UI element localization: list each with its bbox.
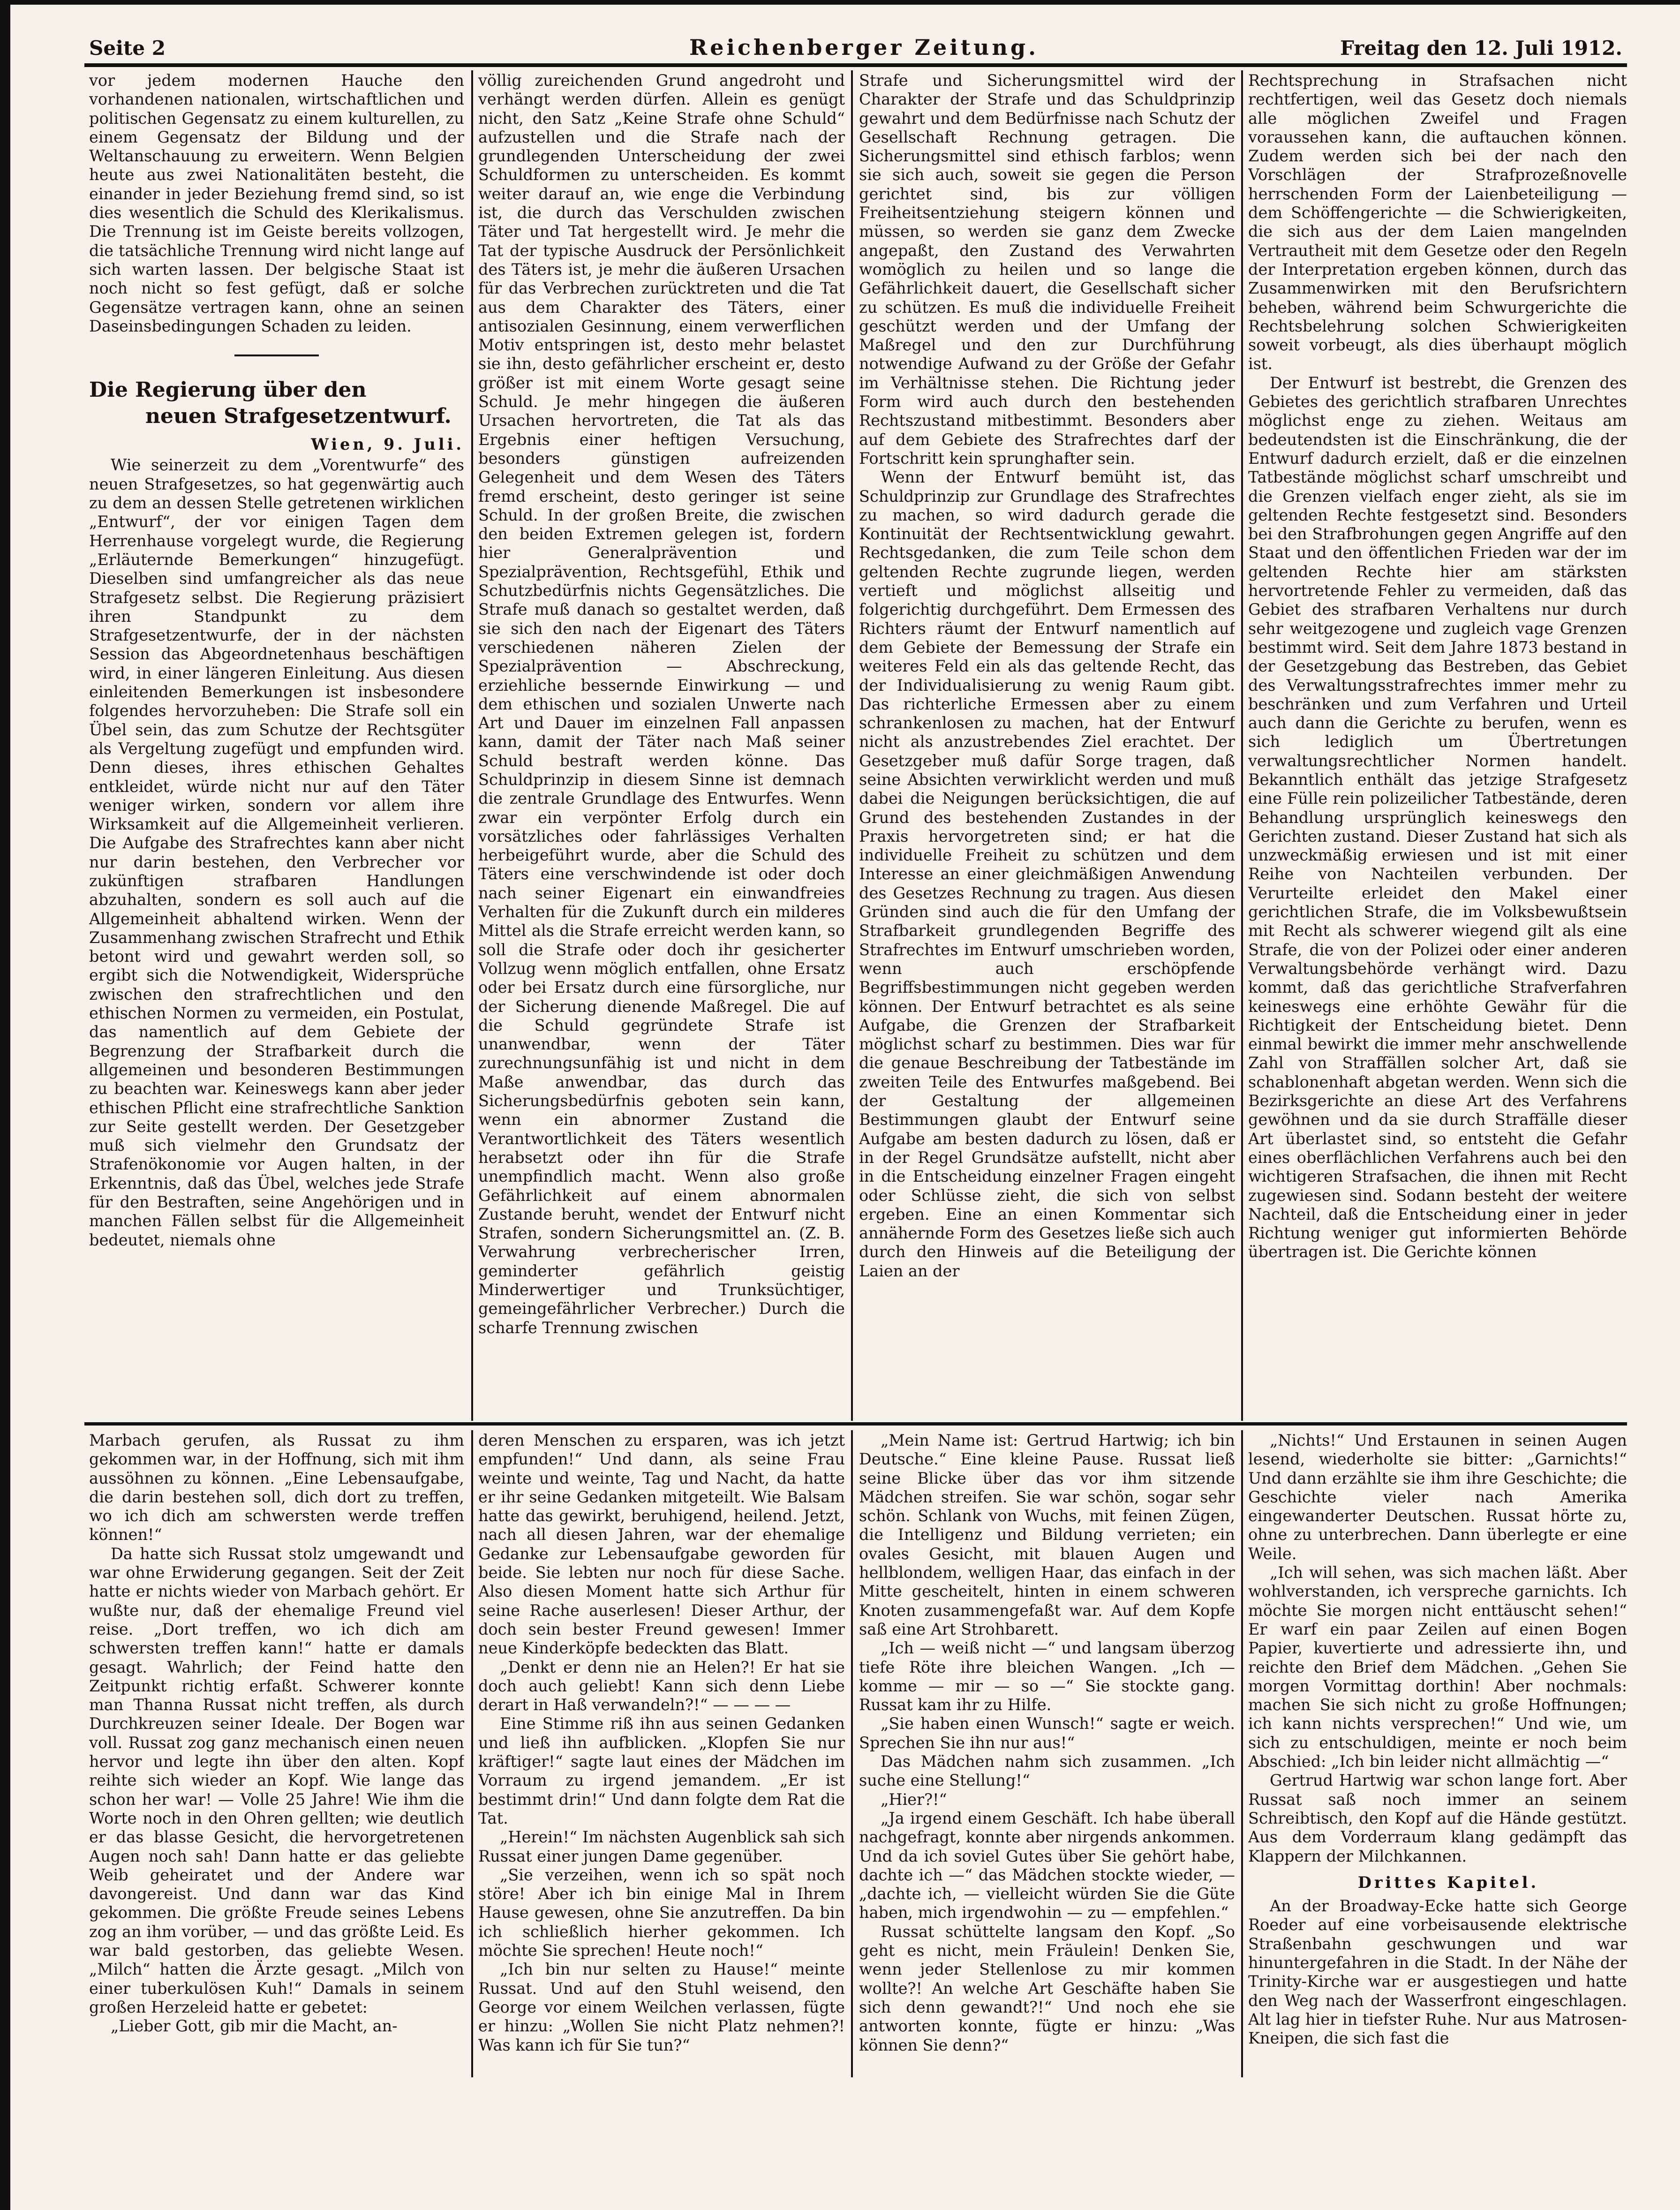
article-divider [234, 355, 319, 356]
column-rule [471, 1430, 473, 2077]
article-paragraph: Rechtsprechung in Strafsachen nicht rechtfertigen, weil das Gesetz doch niemals alle möglichen Zweifel und Fragen voraussehen kann, die auftauchen können. Zudem werden sich bei der nach den Vorschlägen der Strafprozeßnovelle herrschenden Form der Laienbeteiligung — dem Schöffengerichte — die Schwierigkeiten, die sich aus der dem Laien mangelnden Vertrautheit mit dem Gesetze oder den Regeln der Interpretation ergeben können, durch das Zusammenwirken mit den Berufsrichtern beheben, während beim Schwurgerichte die Rechtsbelehrung solchen Schwierigkeiten soweit vorbeugt, als dies überhaupt möglich ist. [1248, 71, 1627, 373]
serial-column-3 [859, 1431, 1235, 2077]
page-number: Seite 2 [89, 37, 166, 60]
column-rule [471, 70, 473, 1421]
serial-paragraph: Gertrud Hartwig war schon lange fort. Aber Russat saß noch immer an seinem Schreibtisch, den Kopf auf die Hände gestützt. Aus dem Vorderraum klang gedämpft das Klappern der Milchkannen. [1248, 1771, 1627, 1865]
serial-paragraph: „Sie verzeihen, wenn ich so spät noch störe! Aber ich bin einige Mal in Ihrem Hause gewesen, ohne Sie anzutreffen. Da bin ich schließlich hierher gekommen. Ich möchte Sie sprechen! Heute noch!“ [478, 1865, 845, 1960]
article-continuation: vor jedem modernen Hauche den vorhandenen nationalen, wirtschaftlichen und politischen Gegensatz zu einem kulturellen, zu einem Gegensatz der Bildung und der Weltanschauung zu erweitern. Wenn Belgien heute aus zwei Nationalitäten besteht, die einander in jeder Beziehung fremd sind, so ist dies wesentlich die Schuld des Klerikalismus. Die Trennung ist im Geiste bereits vollzogen, die tatsächliche Trennung wird nicht lange auf sich warten lassen. Der belgische Staat ist noch nicht so fest gefügt, daß er solche Gegensätze vertragen kann, ohne an seinen Daseinsbedingungen Schaden zu leiden. [89, 71, 464, 335]
article-headline: Die Regierung über den [89, 378, 367, 402]
chapter-heading: Drittes Kapitel. [1357, 1873, 1539, 1892]
article-paragraph: Der Entwurf ist bestrebt, die Grenzen des Gebietes des gerichtlich strafbaren Unrechtes möglichst enge zu ziehen. Weitaus am bedeutendsten ist die Einschränkung, die der Entwurf dadurch erzielt, daß er die einzelnen Tatbestände möglichst scharf umschreibt und die Grenzen vielfach enger zieht, als sie im geltenden Rechte festgesetzt sind. Besonders bei den Strafbrohungen gegen Angriffe auf den Staat und den öffentlichen Frieden war der im geltenden Rechte hier am stärksten hervortretende Fehler zu vermeiden, daß das Gebiet des strafbaren Verhaltens nur durch sehr weitgezogene und zugleich vage Grenzen bestimmt wird. Seit dem Jahre 1873 bestand in der Gesetzgebung das Bestreben, das Gebiet des Verwaltungsstrafrechtes immer mehr zu beschränken und zum Verfahren und Urteil auch dann die Gerichte zu berufen, wenn es sich lediglich um Übertretungen verwaltungsrechtlicher Normen handelt. Bekanntlich enthält das jetzige Strafgesetz eine Fülle rein polizeilicher Tatbestände, deren Behandlung ursprünglich keineswegs den Gerichten zustand. Dieser Zustand hat sich als unzweckmäßig erwiesen und ist mit einer Reihe von Nachteilen verbunden. Der Verurteilte erleidet den Makel einer gerichtlichen Strafe, die im Volksbewußtsein mit Recht als schwerer wiegend gilt als eine Strafe, die von der Polizei oder einer anderen Verwaltungsbehörde verhängt wird. Dazu kommt, daß das gerichtliche Strafverfahren keineswegs eine erhöhte Gewähr für die Richtigkeit der Entscheidung bietet. Denn einmal bewirkt die immer mehr anschwellende Zahl von Straffällen solcher Art, daß sie schablonenhaft abgetan werden. Wenn sich die Bezirksgerichte an diese Art des Verfahrens gewöhnen und da sie durch Straffälle dieser Art überlastet sind, so entsteht die Gefahr eines oberflächlichen Verfahrens auch bei den wichtigeren Strafsachen, die ihnen mit Recht zugewiesen sind. Sodann besteht der weitere Nachteil, daß die Entscheidung einer in jeder Richtung weniger gut informierten Behörde übertragen ist. Die Gerichte können [1248, 373, 1627, 1261]
serial-paragraph: „Ich will sehen, was sich machen läßt. Aber wohlverstanden, ich verspreche garnichts. Ich möchte Sie morgen nicht enttäuscht sehen!“ Er warf ein paar Zeilen auf einen Bogen Papier, kuvertierte und adressierte ihn, und reichte den Brief dem Mädchen. „Gehen Sie morgen Vormittag dorthin! Aber nochmals: machen Sie sich nicht zu große Hoffnungen; ich kann nichts versprechen!“ Und wie, um sich zu entschuldigen, meinte er noch beim Abschied: „Ich bin leider nicht allmächtig —“ [1248, 1563, 1627, 1771]
article-paragraph: völlig zureichenden Grund angedroht und verhängt werden dürfen. Allein es genügt nicht, den Satz „Keine Strafe ohne Schuld“ aufzustellen und die Strafe nach der grundlegenden Unterscheidung der zwei Schuldformen zu unterscheiden. Es kommt weiter darauf an, wie enge die Verbindung ist, die durch das Verschulden zwischen Täter und Tat hergestellt wird. Je mehr die Tat der typische Ausdruck der Persönlichkeit des Täters ist, je mehr die äußeren Ursachen für das Verbrechen zurücktreten und die Tat aus dem Charakter des Täters, einer antisozialen Gesinnung, einem verwerflichen Motiv entspringen ist, desto mehr belastet sie ihn, desto gefährlicher erscheint er, desto größer ist mit einem Worte gesagt seine Schuld. Je mehr hingegen die äußeren Ursachen hervortreten, die Tat als das Ergebnis einer heftigen Versuchung, besonders günstigen aufreizenden Gelegenheit und dem Wesen des Täters fremd erscheint, desto geringer ist seine Schuld. In der großen Breite, die zwischen den beiden Extremen gelegen ist, fordern hier Generalprävention und Spezialprävention, Rechtsgefühl, Ethik und Schutzbedürfnis nichts Gegensätzliches. Die Strafe muß danach so gestaltet werden, daß sie sich den nach der Eigenart des Täters verschiedenen näheren Zielen der Spezialprävention — Abschreckung, erziehliche bessernde Einwirkung — und dem ethischen und sozialen Unwerte nach Art und Dauer im einzelnen Fall anpassen kann, damit der Täter nach Maß seiner Schuld bestraft werden könne. Das Schuldprinzip in diesem Sinne ist demnach die zentrale Grundlage des Entwurfes. Wenn zwar ein verpönter Erfolg durch ein vorsätzliches oder fahrlässiges Verhalten herbeigeführt wurde, aber die Schuld des Täters eine verschwindende ist oder doch nach seiner Eigenart ein einwandfreies Verhalten für die Zukunft durch ein milderes Mittel als die Strafe erreicht werden kann, so soll die Strafe oder doch ihr gesicherter Vollzug wenn möglich entfallen, ohne Ersatz oder bei Ersatz durch eine fürsorgliche, nur der Sicherung dienende Maßregel. Die auf die Schuld gegründete Strafe ist unanwendbar, wenn der Täter zurechnungsunfähig ist und nicht in dem Maße anwendbar, das durch das Sicherungsbedürfnis geboten sein kann, wenn ein abnormer Zustand die Verantwortlichkeit des Täters wesentlich herabsetzt oder ihn für die Strafe unempfindlich macht. Wenn also große Gefährlichkeit auf einem abnormalen Zustande beruht, wendet der Entwurf nicht Strafen, sondern Sicherungsmittel an. (Z. B. Verwahrung verbrecherischer Irren, geminderter gefährlich geistig Minderwertiger und Trunksüchtiger, gemeingefährlicher Verbrecher.) Durch die scharfe Trennung zwischen [478, 71, 845, 1337]
serial-paragraph: „Sie haben einen Wunsch!“ sagte er weich. Sprechen Sie ihn nur aus!“ [859, 1714, 1235, 1752]
serial-paragraph: „Ich bin nur selten zu Hause!“ meinte Russat. Und auf den Stuhl weisend, den George vor einem Weilchen verlassen, fügte er hinzu: „Wollen Sie nicht Platz nehmen?! Was kann ich für Sie tun?“ [478, 1960, 845, 2054]
column-rule [1241, 1430, 1243, 2077]
newspaper-title: Reichenberger Zeitung. [689, 35, 1039, 60]
serial-paragraph: deren Menschen zu ersparen, was ich jetzt empfunden!“ Und dann, als seine Frau weinte und weinte, Tag und Nacht, da hatte er ihr seine Gedanken mitgeteilt. Wie Balsam hatte das gewirkt, beruhigend, heilend. Jetzt, nach all diesen Jahren, war der ehemalige Gedanke zur Lebensaufgabe geworden für beide. Sie lebten nur noch für diese Sache. Also diesen Moment hatte sich Arthur für seine Rache auserlesen! Dieser Arthur, der doch sein bester Freund gewesen! Immer neue Kinderköpfe bedeckten das Blatt. [478, 1431, 845, 1658]
serial-paragraph: „Hier?!“ [881, 1790, 947, 1809]
serial-paragraph: Marbach gerufen, als Russat zu ihm gekommen war, in der Hoffnung, sich mit ihm aussöhnen zu können. „Eine Lebensaufgabe, die darin bestehen soll, dich dort zu treffen, wo ich dich am schwersten werde treffen können!“ [89, 1431, 464, 1544]
serial-paragraph: Das Mädchen nahm sich zusammen. „Ich suche eine Stellung!“ [859, 1752, 1235, 1790]
serial-paragraph: Eine Stimme riß ihn aus seinen Gedanken und ließ ihn aufblicken. „Klopfen Sie nur kräftiger!“ sagte laut eines der Mädchen im Vorraum zu irgend jemandem. „Er ist bestimmt drin!“ Und dann folgte dem Rat die Tat. [478, 1714, 845, 1827]
article-column-4 [1248, 71, 1627, 1421]
page-header [89, 33, 1622, 66]
article-paragraph: Wenn der Entwurf bemüht ist, das Schuldprinzip zur Grundlage des Strafrechtes zu machen, so wird dadurch gerade die Kontinuität der Rechtsentwicklung gewahrt. Rechtsgedanken, die zum Teile schon dem geltenden Rechte zugrunde liegen, werden vertieft und möglichst allseitig und folgerichtig durchgeführt. Dem Ermessen des Richters räumt der Entwurf namentlich auf dem Gebiete der Bemessung der Strafe ein weiteres Feld ein als das geltende Recht, das der Individualisierung zu wenig Raum gibt. Das richterliche Ermessen aber zu einem schrankenlosen zu machen, hat der Entwurf nicht als anzustrebendes Ziel erachtet. Der Gesetzgeber muß dafür Sorge tragen, daß seine Absichten verwirklicht werden und muß dabei die Neigungen berücksichtigen, die auf Grund des bestehenden Zustandes in der Praxis hervorgetreten sind; er hat die individuelle Freiheit zu schützen und dem Interesse an einer gleichmäßigen Anwendung des Gesetzes Rechnung zu tragen. Aus diesen Gründen sind auch die für den Umfang der Strafbarkeit grundlegenden Begriffe des Strafrechtes im Entwurf umschrieben worden, wenn auch erschöpfende Begriffsbestimmungen nicht gegeben werden können. Der Entwurf betrachtet es als seine Aufgabe, die Grenzen der Strafbarkeit möglichst scharf zu bestimmen. Dies war für die genaue Beschreibung der Tatbestände im zweiten Teile des Entwurfes maßgebend. Bei der Gestaltung der allgemeinen Bestimmungen glaubt der Entwurf seine Aufgabe am besten dadurch zu lösen, daß er in der Regel Grundsätze aufstellt, nicht aber in die Entscheidung einzelner Fragen eingeht oder Schlüsse zieht, die sich von selbst ergeben. Eine an einen Kommentar sich annähernde Form des Gesetzes ließe sich auch durch den Hinweis auf die Beteiligung der Laien an der [859, 468, 1235, 1280]
serial-paragraph: Russat schüttelte langsam den Kopf. „So geht es nicht, mein Fräulein! Denken Sie, wenn jeder Stellenlose zu mir kommen wollte?! An welche Art Geschäfte haben Sie sich denn gewandt?!“ Und noch ehe sie antworten konnte, fügte er hinzu: „Was können Sie denn?“ [859, 1922, 1235, 2054]
serial-paragraph: „Mein Name ist: Gertrud Hartwig; ich bin Deutsche.“ Eine kleine Pause. Russat ließ seine Blicke über das vor ihm sitzende Mädchen streifen. Sie war schön, sogar sehr schön. Schlank von Wuchs, mit feinen Zügen, die Intelligenz und Bildung verrieten; ein ovales Gesicht, mit blauen Augen und hellblondem, welligen Haar, das einfach in der Mitte gescheitelt, hinten in einem schweren Knoten zusammengefaßt war. Auf dem Kopfe saß eine Art Strohbarett. [859, 1431, 1235, 1638]
column-rule [1241, 70, 1243, 1421]
article-dateline: Wien, 9. Juli. [311, 435, 464, 454]
serial-paragraph: „Denkt er denn nie an Helen?! Er hat sie doch auch geliebt! Kann sich denn Liebe derart in Haß verwandeln?!“ — — — — [478, 1658, 845, 1714]
article-column-2 [478, 71, 845, 1421]
serial-paragraph: „Ich — weiß nicht —“ und langsam überzog tiefe Röte ihre bleichen Wangen. „Ich — komme — mir — so —“ Sie stockte gang. Russat kam ihr zu Hilfe. [859, 1639, 1235, 1714]
article-column-3 [859, 71, 1235, 1421]
article-paragraph: Wie seinerzeit zu dem „Vorentwurfe“ des neuen Strafgesetzes, so hat gegenwärtig auch zu dem an dessen Stelle getretenen wirklichen „Entwurf“, der vor einigen Tagen dem Herrenhause vorgelegt wurde, die Regierung „Erläuternde Bemerkungen“ hinzugefügt. Dieselben sind umfangreicher als das neue Strafgesetz selbst. Die Regierung präzisiert ihren Standpunkt zu dem Strafgesetzentwurfe, der in der nächsten Session das Abgeordnetenhaus beschäftigen wird, in einer längeren Einleitung. Aus diesen einleitenden Bemerkungen ist insbesondere folgendes hervorzuheben: Die Strafe soll ein Übel sein, das zum Schutze der Rechtsgüter als Vergeltung zugefügt und empfunden wird. Denn dieses, ihres ethischen Gehaltes entkleidet, würde nicht nur auf den Täter weniger wirken, sondern vor allem ihre Wirksamkeit auf die Allgemeinheit verlieren. Die Aufgabe des Strafrechtes kann aber nicht nur darin bestehen, den Verbrecher vor zukünftigen strafbaren Handlungen abzuhalten, sondern es soll auch auf die Allgemeinheit abhaltend wirken. Wenn der Zusammenhang zwischen Strafrecht und Ethik betont wird und gewahrt werden soll, so ergibt sich die Notwendigkeit, Widersprüche zwischen den strafrechtlichen und den ethischen Normen zu vermeiden, ein Postulat, das namentlich auf dem Gebiete der Begrenzung der Strafbarkeit durch die allgemeinen und besonderen Bestimmungen zu beachten war. Keineswegs kann aber jeder ethischen Pflicht eine strafrechtliche Sanktion zur Seite gestellt werden. Der Gesetzgeber muß sich vielmehr den Grundsatz der Strafenökonomie vor Augen halten, in der Erkenntnis, daß das Übel, welches jede Strafe für den Bestraften, seine Angehörigen und in manchen Fällen selbst für die Allgemeinheit bedeutet, niemals ohne [89, 456, 464, 1249]
serial-paragraph: Da hatte sich Russat stolz umgewandt und war ohne Erwiderung gegangen. Seit der Zeit hatte er nichts wieder von Marbach gehört. Er wußte nur, daß der ehemalige Freund viel reise. „Dort treffen, wo ich dich am schwersten treffen kann!“ hatte er damals gesagt. Wahrlich; der Feind hatte den Zeitpunkt richtig erfaßt. Schwerer konnte man Thanna Russat nicht treffen, als durch Durchkreuzen seiner Ideale. Der Bogen war voll. Russat zog ganz mechanisch einen neuen hervor und legte ihn über den alten. Kopf reihte sich wieder an Kopf. Wie lange das schon her war! — Volle 25 Jahre! Wie ihm die Worte noch in den Ohren gellten; wie deutlich er das blasse Gesicht, die hervorgetretenen Augen noch sah! Dann hatte er das geliebte Weib geheiratet und der Andere war davongereist. Und dann war das Kind gekommen. Die größte Freude seines Lebens zog an ihm vorüber, — und das größte Leid. Es war bald gestorben, das geliebte Wesen. „Milch“ hatten die Ärzte gesagt. „Milch von einer tuberkulösen Kuh!“ Damals in seinem großen Herzeleid hatte er gebetet: [89, 1544, 464, 2016]
article-column-1 [89, 71, 464, 1421]
article-headline-line2: neuen Strafgesetzentwurf. [145, 404, 452, 429]
serial-column-4 [1248, 1431, 1627, 2077]
serial-paragraph: „Ja irgend einem Geschäft. Ich habe überall nachgefragt, konnte aber nirgends ankommen. Und da ich soviel Gutes über Sie gehört habe, dachte ich —“ das Mädchen stockte wieder, — „dachte ich, — vielleicht würden Sie die Güte haben, mich irgendwohin — zu — empfehlen.“ [859, 1809, 1235, 1922]
section-rule [84, 1422, 1627, 1426]
serial-paragraph: „Herein!“ Im nächsten Augenblick sah sich Russat einer jungen Dame gegenüber. [478, 1828, 845, 1865]
header-rule [84, 63, 1627, 67]
serial-column-1 [89, 1431, 464, 2077]
serial-column-2 [478, 1431, 845, 2077]
article-paragraph: Strafe und Sicherungsmittel wird der Charakter der Strafe und das Schuldprinzip gewahrt und dem Bedürfnisse nach Schutz der Gesellschaft Rechnung getragen. Die Sicherungsmittel sind ethisch farblos; wenn sie sich auch, soweit sie gegen die Person gerichtet sind, bis zur völligen Freiheitsentziehung steigern können und müssen, so werden sie ganz dem Zwecke angepaßt, den Zustand des Verwahrten womöglich zu heilen und so lange die Gefährlichkeit dauert, die Gesellschaft sicher zu schützen. Es muß die individuelle Freiheit geschützt werden und der Umfang der Maßregel und den zur Durchführung notwendige Aufwand zu der Größe der Gefahr im Verhältnisse stehen. Die Richtung jeder Form wird auch durch den bestehenden Rechtszustand mitbestimmt. Besonders aber auf dem Gebiete des Strafrechtes darf der Fortschritt kein sprunghafter sein. [859, 71, 1235, 468]
issue-date: Freitag den 12. Juli 1912. [1340, 37, 1622, 60]
column-rule [851, 70, 853, 1421]
serial-paragraph: An der Broadway-Ecke hatte sich George Roeder auf eine vorbeisausende elektrische Straßenbahn geschwungen und war hinuntergefahren in die Stadt. In der Nähe der Trinity-Kirche war er ausgestiegen und hatte den Weg nach der Wasserfront eingeschlagen. Alt lag hier in tiefster Ruhe. Nur aus Matrosen-Kneipen, die sich fast die [1248, 1897, 1627, 2048]
column-rule [851, 1430, 853, 2077]
serial-paragraph: „Lieber Gott, gib mir die Macht, an- [111, 2017, 398, 2036]
serial-paragraph: „Nichts!“ Und Erstaunen in seinen Augen lesend, wiederholte sie bitter: „Garnichts!“ Und dann erzählte sie ihm ihre Geschichte; die Geschichte vieler nach Amerika eingewanderter Deutschen. Russat hörte zu, ohne zu unterbrechen. Dann überlegte er eine Weile. [1248, 1431, 1627, 1563]
